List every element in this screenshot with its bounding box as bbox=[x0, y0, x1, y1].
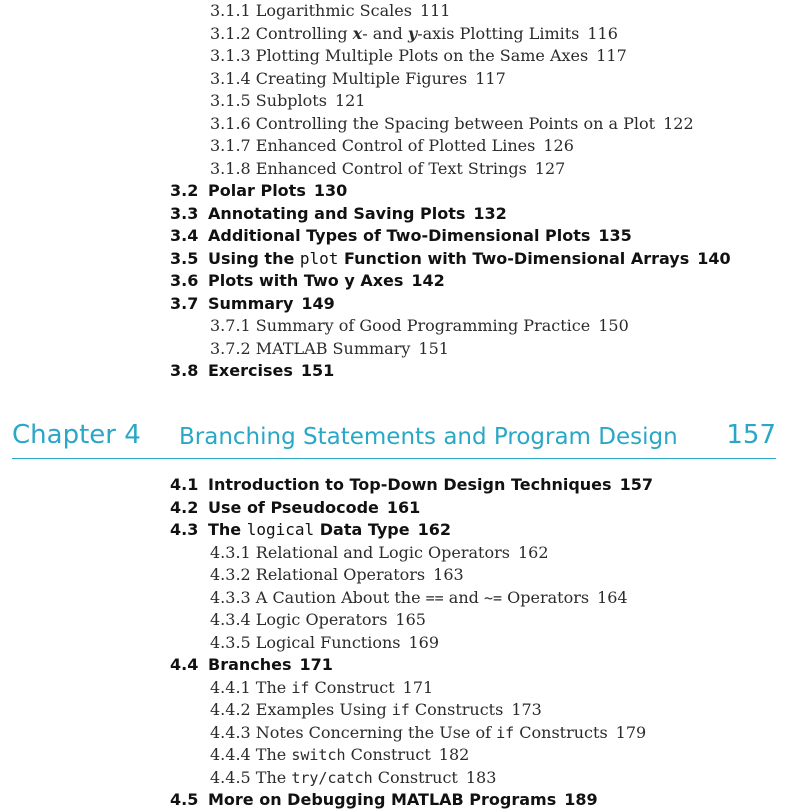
toc-section-number: 4.5 bbox=[170, 790, 199, 809]
toc-page-number: 121 bbox=[334, 91, 366, 110]
toc-page-number: 126 bbox=[543, 136, 574, 155]
toc-subsection-entry[interactable] bbox=[210, 677, 433, 699]
toc-page-number: 171 bbox=[299, 655, 333, 674]
toc-entry-title: 3.7.1 Summary of Good Programming Practice bbox=[210, 316, 591, 335]
toc-entry-title: 3.1.3 Plotting Multiple Plots on the Same Axes bbox=[210, 46, 589, 65]
toc-entry-title-part: 3.1.2 Controlling bbox=[210, 23, 353, 43]
toc-entry-title: 4.3.2 Relational Operators bbox=[210, 565, 426, 584]
toc-entry-title-part: The bbox=[208, 520, 247, 539]
toc-page-number: 163 bbox=[433, 565, 464, 584]
toc-page-number: 189 bbox=[564, 790, 598, 809]
toc-entry-title: 4.3.5 Logical Functions bbox=[210, 632, 401, 652]
toc-subsection-entry[interactable] bbox=[210, 23, 618, 45]
toc-code-keyword: if bbox=[291, 678, 310, 697]
toc-subsection-entry[interactable] bbox=[210, 767, 496, 789]
toc-page-number: 171 bbox=[402, 677, 434, 697]
toc-entry-title-part: 4.4.2 Examples Using bbox=[210, 700, 392, 719]
toc-entry-title-part: Operators bbox=[502, 587, 590, 607]
toc-subsection-entry[interactable] bbox=[210, 338, 449, 360]
toc-section-number: 3.5 bbox=[170, 248, 199, 268]
toc-page-number: 127 bbox=[534, 158, 566, 178]
toc-code-keyword: if bbox=[391, 701, 410, 719]
toc-entry-title: 4.3.1 Relational and Logic Operators bbox=[210, 542, 510, 562]
toc-section-entry[interactable] bbox=[170, 225, 632, 247]
toc-entry-title-part: Construct bbox=[345, 745, 431, 764]
toc-entry-title-part: Construct bbox=[372, 767, 458, 787]
toc-subsection-entry[interactable] bbox=[210, 632, 439, 654]
toc-page-number: 151 bbox=[418, 338, 449, 358]
toc-section-entry[interactable] bbox=[170, 203, 507, 225]
toc-section-entry[interactable] bbox=[170, 519, 451, 541]
toc-page-number: 173 bbox=[511, 700, 542, 719]
toc-code-keyword: == bbox=[425, 588, 444, 607]
toc-entry-title-part: 4.4.4 The bbox=[210, 745, 292, 764]
toc-entry-title-part: Data Type bbox=[314, 520, 410, 539]
toc-page-number: 116 bbox=[587, 23, 618, 43]
toc-section-entry[interactable] bbox=[170, 789, 598, 811]
toc-section-number: 3.2 bbox=[170, 181, 199, 200]
toc-entry-title-part: 4.4.1 The bbox=[210, 677, 292, 697]
toc-entry-title: 3.1.7 Enhanced Control of Plotted Lines bbox=[210, 136, 536, 155]
toc-entry-title-part: 4.3.3 A Caution About the bbox=[210, 587, 426, 607]
toc-page-number: 117 bbox=[596, 46, 627, 65]
toc-entry-title: Plots with Two y Axes bbox=[208, 271, 404, 290]
toc-section-number: 4.3 bbox=[170, 520, 199, 539]
toc-section-entry[interactable] bbox=[170, 654, 333, 676]
chapter-page-number: 157 bbox=[726, 420, 776, 450]
toc-section-entry[interactable] bbox=[170, 360, 334, 382]
toc-page-number: 157 bbox=[619, 475, 653, 494]
toc-section-entry[interactable] bbox=[170, 180, 347, 202]
toc-entry-title: Exercises bbox=[208, 361, 293, 380]
toc-code-keyword: if bbox=[496, 723, 515, 742]
toc-subsection-entry[interactable] bbox=[210, 45, 627, 67]
toc-subsection-entry[interactable] bbox=[210, 90, 365, 112]
toc-subsection-entry[interactable] bbox=[210, 744, 469, 766]
toc-entry-title: 3.1.5 Subplots bbox=[210, 91, 327, 110]
toc-entry-title: 4.3.4 Logic Operators bbox=[210, 610, 388, 629]
toc-subsection-entry[interactable] bbox=[210, 609, 426, 631]
toc-entry-title-part: Constructs bbox=[409, 700, 504, 719]
toc-entry-title: Use of Pseudocode bbox=[208, 497, 379, 517]
toc-subsection-entry[interactable] bbox=[210, 158, 565, 180]
toc-page-number: 142 bbox=[411, 271, 445, 290]
toc-entry-title: Annotating and Saving Plots bbox=[208, 203, 466, 223]
toc-entry-title-part: Using the bbox=[208, 248, 300, 268]
toc-entry-title-part: y bbox=[407, 23, 418, 43]
toc-subsection-entry[interactable] bbox=[210, 315, 629, 337]
toc-page-number: 130 bbox=[313, 181, 348, 200]
toc-entry-title-part: and bbox=[443, 587, 484, 607]
toc-section-number: 4.1 bbox=[170, 475, 199, 494]
toc-code-keyword: plot bbox=[299, 248, 339, 268]
toc-section-number: 3.3 bbox=[170, 203, 199, 223]
toc-page-number: 169 bbox=[408, 632, 440, 652]
toc-entry-title: Polar Plots bbox=[208, 181, 306, 200]
toc-entry-title: 3.7.2 MATLAB Summary bbox=[210, 338, 411, 358]
toc-section-number: 3.4 bbox=[170, 226, 199, 245]
toc-page-number: 150 bbox=[598, 316, 629, 335]
toc-entry-title: 3.1.4 Creating Multiple Figures bbox=[210, 68, 468, 88]
toc-subsection-entry[interactable] bbox=[210, 0, 450, 22]
toc-section-entry[interactable] bbox=[170, 497, 420, 519]
toc-code-keyword: ~= bbox=[483, 588, 503, 607]
toc-page-number: 140 bbox=[697, 248, 731, 268]
toc-page-number: 117 bbox=[475, 68, 506, 88]
toc-page-number: 149 bbox=[301, 293, 335, 313]
toc-page-number: 161 bbox=[386, 497, 421, 517]
toc-subsection-entry[interactable] bbox=[210, 722, 646, 744]
toc-section-entry[interactable] bbox=[170, 270, 445, 292]
toc-subsection-entry[interactable] bbox=[210, 113, 694, 135]
toc-code-keyword: switch bbox=[291, 746, 346, 764]
toc-subsection-entry[interactable] bbox=[210, 135, 574, 157]
toc-entry-title: 3.1.1 Logarithmic Scales bbox=[210, 1, 412, 20]
toc-page-number: 164 bbox=[597, 587, 628, 607]
toc-page-number: 162 bbox=[517, 542, 549, 562]
toc-entry-title-part: Function with Two-Dimensional Arrays bbox=[338, 248, 690, 268]
toc-subsection-entry[interactable] bbox=[210, 699, 542, 721]
toc-page-number: 135 bbox=[598, 226, 632, 245]
toc-page-number: 182 bbox=[438, 745, 470, 764]
toc-section-entry[interactable] bbox=[170, 474, 653, 496]
toc-entry-title-part: -axis Plotting Limits bbox=[417, 23, 580, 43]
toc-entry-title-part: x bbox=[352, 23, 363, 43]
toc-section-entry[interactable] bbox=[170, 293, 335, 315]
toc-page-number: 122 bbox=[663, 113, 694, 133]
toc-page-number: 179 bbox=[615, 722, 647, 742]
toc-subsection-entry[interactable] bbox=[210, 68, 506, 90]
toc-entry-title: More on Debugging MATLAB Programs bbox=[208, 790, 557, 809]
toc-entry-title-part: 4.4.3 Notes Concerning the Use of bbox=[210, 722, 497, 742]
toc-code-keyword: try/catch bbox=[291, 768, 373, 787]
toc-entry-title-part: 4.4.5 The bbox=[210, 767, 292, 787]
toc-page-number: 132 bbox=[473, 203, 507, 223]
toc-entry-title-part: - and bbox=[362, 23, 408, 43]
toc-subsection-entry[interactable] bbox=[210, 587, 628, 609]
toc-entry-title: Introduction to Top-Down Design Techniques bbox=[208, 475, 612, 494]
chapter-label: Chapter 4 bbox=[12, 420, 141, 450]
toc-page-number: 151 bbox=[300, 361, 335, 380]
toc-entry-title: 3.1.8 Enhanced Control of Text Strings bbox=[210, 158, 527, 178]
toc-entry-title: 3.1.6 Controlling the Spacing between Points on a Plot bbox=[210, 113, 656, 133]
toc-section-entry[interactable] bbox=[170, 248, 731, 270]
toc-subsection-entry[interactable] bbox=[210, 564, 464, 586]
toc-entry-title: Summary bbox=[208, 293, 294, 313]
chapter-title: Branching Statements and Program Design bbox=[179, 424, 678, 450]
toc-code-keyword: logical bbox=[246, 520, 315, 539]
toc-section-number: 3.8 bbox=[170, 361, 199, 380]
toc-entry-title-part: Construct bbox=[309, 677, 395, 697]
toc-page-number: 162 bbox=[417, 520, 451, 539]
toc-subsection-entry[interactable] bbox=[210, 542, 549, 564]
toc-section-number: 4.2 bbox=[170, 497, 199, 517]
toc-section-number: 3.7 bbox=[170, 293, 199, 313]
chapter-heading bbox=[12, 418, 776, 459]
toc-section-number: 3.6 bbox=[170, 271, 199, 290]
toc-section-number: 4.4 bbox=[170, 655, 199, 674]
toc-entry-title: Additional Types of Two-Dimensional Plots bbox=[208, 226, 591, 245]
toc-page-number: 183 bbox=[465, 767, 497, 787]
toc-page-number: 165 bbox=[395, 610, 426, 629]
toc-page-number: 111 bbox=[419, 1, 451, 20]
toc-entry-title-part: Constructs bbox=[514, 722, 608, 742]
toc-entry-title: Branches bbox=[208, 655, 292, 674]
